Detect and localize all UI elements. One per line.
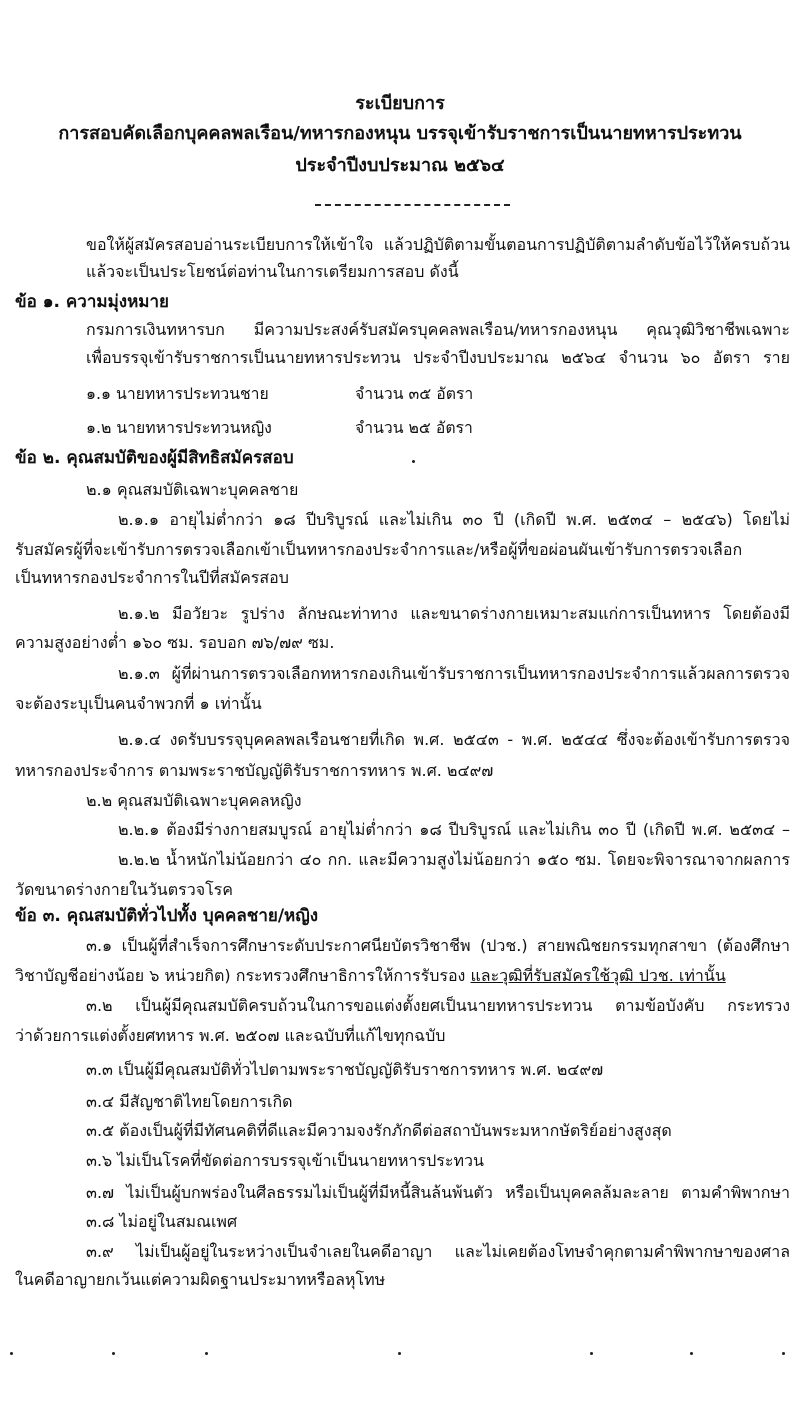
line-text: ทหารกองประจำการ ตามพระราชบัญญัติรับราชการทหาร พ.ศ. ๒๔๙๗ — [15, 761, 494, 780]
body-line — [86, 318, 790, 342]
body-line — [86, 1210, 237, 1234]
body-line — [118, 728, 790, 752]
scan-speck — [690, 1352, 693, 1355]
line-text: จะต้องระบุเป็นคนจำพวกที่ ๑ เท่านั้น — [15, 694, 262, 713]
body-line — [15, 878, 233, 902]
document-subtitle: การสอบคัดเลือกบุคคลพลเรือน/ทหารกองหนุน บรรจุเข้ารับราชการเป็นนายทหารประทวน — [58, 123, 742, 144]
line-text: ๓.๗ ไม่เป็นผู้บกพร่องในศีลธรรมไม่เป็นผู้ที่มีหนี้สินล้นพ้นตัว หรือเป็นบุคคลล้มละลาย ตามคำพิพากษา — [86, 1183, 790, 1202]
line-text: ขอให้ผู้สมัครสอบอ่านระเบียบการให้เข้าใจ แล้วปฏิบัติตามขั้นตอนการปฏิบัติตามลำดับข้อไว้ให้ครบถ้วน — [86, 235, 790, 254]
body-line — [86, 994, 790, 1018]
line-text: ข้อ ๑. ความมุ่งหมาย — [15, 292, 170, 312]
line-text: เพื่อบรรจุเข้ารับราชการเป็นนายทหารประทวน ประจำปีงบประมาณ ๒๕๖๔ จำนวน ๖๐ อัตรา ราย — [86, 348, 790, 367]
body-line — [86, 260, 459, 284]
body-line — [86, 1058, 603, 1082]
line-text: ๓.๓ เป็นผู้มีคุณสมบัติทั่วไปตามพระราชบัญญัติรับราชการทหาร พ.ศ. ๒๔๙๗ — [86, 1060, 604, 1079]
line-text: ข้อ ๓. คุณสมบัติทั่วไปทั้ง บุคคลชาย/หญิง — [15, 906, 319, 926]
line-text: ๓.๒ เป็นผู้มีคุณสมบัติครบถ้วนในการขอแต่งตั้งยศเป็นนายทหารประทวน ตามข้อบังคับ กระทรวง — [86, 996, 790, 1015]
body-line — [15, 566, 289, 590]
body-line — [86, 789, 302, 813]
body-line — [15, 1268, 385, 1292]
section-heading — [15, 446, 294, 470]
scan-speck — [10, 1352, 13, 1355]
body-line — [86, 478, 298, 502]
section-heading — [15, 290, 169, 314]
body-line — [15, 692, 262, 716]
line-text: วัดขนาดร่างกายในวันตรวจโรค — [15, 880, 233, 899]
line-text: ๒.๑.๑ อายุไม่ต่ำกว่า ๑๘ ปีบริบูรณ์ และไม่เกิน ๓๐ ปี (เกิดปี พ.ศ. ๒๕๓๔ – ๒๕๔๖) โดยไม่ — [118, 510, 790, 529]
line-text: เป็นทหารกองประจำการในปีที่สมัครสอบ — [15, 568, 289, 587]
line-text: ในคดีอาญายกเว้นแต่ความผิดฐานประมาทหรือลหุโทษ — [15, 1270, 386, 1289]
line-text: ๒.๒ คุณสมบัติเฉพาะบุคคลหญิง — [86, 791, 302, 810]
line-text: ว่าด้วยการแต่งตั้งยศทหาร พ.ศ. ๒๕๐๗ และฉบับที่แก้ไขทุกฉบับ — [15, 1026, 446, 1045]
line-text: ๒.๑.๓ ผู้ที่ผ่านการตรวจเลือกทหารกองเกินเข้ารับราชการเป็นทหารกองประจำการแล้วผลการตรวจ — [118, 664, 790, 683]
body-line — [15, 631, 334, 655]
body-line — [86, 382, 800, 406]
body-line — [118, 602, 790, 626]
line-text: ๓.๑ เป็นผู้ที่สำเร็จการศึกษาระดับประกาศนียบัตรวิชาชีพ (ปวช.) สายพณิชยกรรมทุกสาขา (ต้องศึกษา — [86, 936, 790, 955]
body-line — [15, 538, 790, 562]
line-text: ๒.๑.๔ งดรับบรรจุบุคคลพลเรือนชายที่เกิด พ.ศ. ๒๕๔๓ - พ.ศ. ๒๕๔๔ ซึ่งจะต้องเข้ารับการตรวจ — [118, 730, 790, 749]
line-text: ข้อ ๒. คุณสมบัติของผู้มีสิทธิสมัครสอบ — [15, 448, 294, 468]
body-line — [15, 964, 726, 988]
scan-speck — [412, 460, 415, 463]
document-title: ระเบียบการ — [355, 93, 445, 114]
line-text: ๓.๔ มีสัญชาติไทยโดยการเกิด — [86, 1092, 293, 1111]
body-line — [86, 1090, 293, 1114]
title-divider — [315, 204, 510, 206]
scan-speck — [205, 1352, 208, 1355]
body-line — [86, 1149, 484, 1173]
line-text: ๒.๑.๒ มีอวัยวะ รูปร่าง ลักษณะท่าทาง และขนาดร่างกายเหมาะสมแก่การเป็นทหาร โดยต้องมี — [118, 604, 790, 623]
body-line — [86, 1240, 790, 1264]
body-line — [86, 346, 790, 370]
body-line — [15, 759, 493, 783]
line-text: ๓.๙ ไม่เป็นผู้อยู่ในระหว่างเป็นจำเลยในคดีอาญา และไม่เคยต้องโทษจำคุกตามคำพิพากษาของศาล — [86, 1242, 790, 1261]
scan-speck — [590, 1352, 593, 1355]
line-text: รับสมัครผู้ที่จะเข้ารับการตรวจเลือกเข้าเป็นทหารกองประจำการและ/หรือผู้ที่ขอผ่อนผันเข้ารับการตรวจเลือก — [15, 540, 743, 559]
line-text: ความสูงอย่างต่ำ ๑๖๐ ซม. รอบอก ๗๖/๗๙ ซม. — [15, 633, 335, 652]
line-text: ๒.๒.๑ ต้องมีร่างกายสมบูรณ์ อายุไม่ต่ำกว่า ๑๘ ปีบริบูรณ์ และไม่เกิน ๓๐ ปี (เกิดปี พ.ศ. ๒๕๓๔ – — [118, 820, 790, 839]
line-text: ๒.๒.๒ น้ำหนักไม่น้อยกว่า ๔๐ กก. และมีความสูงไม่น้อยกว่า ๑๕๐ ซม. โดยจะพิจารณาจากผลการ — [118, 850, 790, 869]
body-line — [15, 1024, 445, 1048]
body-line — [118, 662, 790, 686]
body-line — [86, 934, 790, 958]
body-line — [86, 1119, 672, 1143]
line-text: ๓.๕ ต้องเป็นผู้ที่มีทัศนคติที่ดีและมีความจงรักภักดีต่อสถาบันพระมหากษัตริย์อย่างสูงสุด — [86, 1121, 672, 1140]
underlined-text: และวุฒิที่รับสมัครใช้วุฒิ ปวช. เท่านั้น — [470, 966, 726, 985]
section-heading — [15, 904, 318, 928]
line-text: ๒.๑ คุณสมบัติเฉพาะบุคคลชาย — [86, 480, 299, 499]
body-line — [86, 233, 790, 257]
line-text: แล้วจะเป็นประโยชน์ต่อท่านในการเตรียมการสอบ ดังนี้ — [86, 262, 459, 281]
line-text: ๓.๖ ไม่เป็นโรคที่ขัดต่อการบรรจุเข้าเป็นนายทหารประทวน — [86, 1151, 484, 1170]
line-text: ๓.๘ ไม่อยู่ในสมณเพศ — [86, 1212, 238, 1231]
scan-speck — [398, 1352, 401, 1355]
scan-speck — [112, 1352, 115, 1355]
body-line — [118, 818, 790, 842]
body-line — [86, 416, 800, 440]
body-line — [118, 848, 790, 872]
quota-amount: จำนวน ๓๕ อัตรา — [355, 384, 474, 403]
line-text: ๑.๑ นายทหารประทวนชาย — [86, 384, 269, 403]
quota-amount: จำนวน ๒๕ อัตรา — [355, 418, 473, 437]
line-text: วิชาบัญชีอย่างน้อย ๖ หน่วยกิต) กระทรวงศึกษาธิการให้การรับรอง — [15, 966, 471, 985]
body-line — [86, 1181, 790, 1205]
body-line — [118, 508, 790, 532]
line-text: กรมการเงินทหารบก มีความประสงค์รับสมัครบุคคลพลเรือน/ทหารกองหนุน คุณวุฒิวิชาชีพเฉพาะ — [86, 320, 790, 339]
line-text: ๑.๒ นายทหารประทวนหญิง — [86, 418, 272, 437]
scan-speck — [782, 1352, 785, 1355]
document-fiscal-year: ประจำปีงบประมาณ ๒๕๖๔ — [295, 155, 505, 176]
